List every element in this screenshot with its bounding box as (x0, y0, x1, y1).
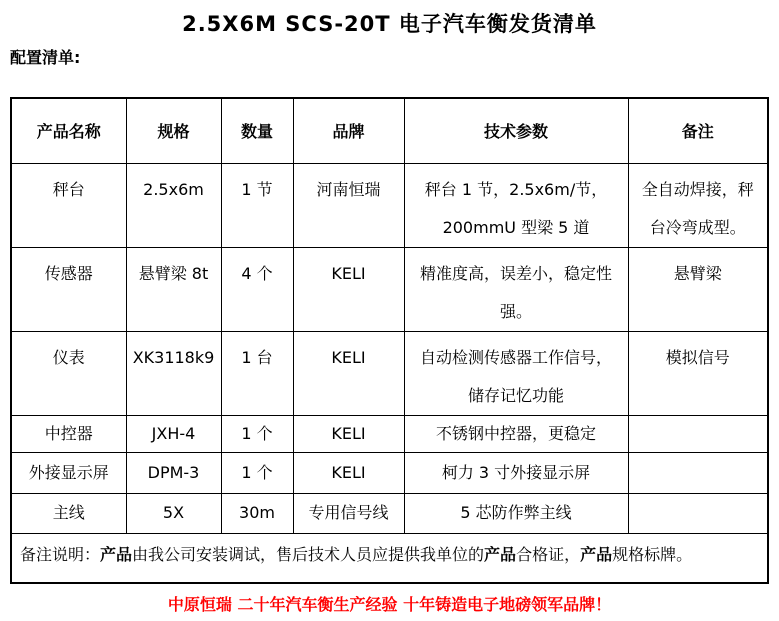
footnote-text: 规格标牌。 (612, 544, 693, 564)
cell-brand: 专用信号线 (293, 493, 404, 533)
table-footnote-row (11, 533, 768, 583)
col-header-params: 技术参数 (404, 98, 628, 163)
cell-params: 柯力 3 寸外接显示屏 (404, 452, 628, 493)
cell-brand: KELI (293, 415, 404, 452)
cell-qty: 30m (221, 493, 293, 533)
table-row-indicator (11, 331, 768, 415)
footnote-label: 备注说明： (20, 544, 101, 564)
cell-qty: 1 个 (221, 415, 293, 452)
cell-qty: 1 台 (221, 331, 293, 415)
cell-qty: 4 个 (221, 247, 293, 331)
table-header-row (11, 98, 768, 163)
cell-qty: 1 节 (221, 163, 293, 247)
cell-qty: 1 个 (221, 452, 293, 493)
cell-note: 悬臂梁 (628, 247, 768, 331)
table-row-controller (11, 415, 768, 452)
col-header-spec: 规格 (126, 98, 221, 163)
table-row-weighbridge (11, 163, 768, 247)
cell-params: 秤台 1 节，2.5x6m/节，200mmU 型梁 5 道 (404, 163, 628, 247)
col-header-note: 备注 (628, 98, 768, 163)
cell-note (628, 452, 768, 493)
footnote-text: 合格证， (516, 544, 581, 564)
footnote-bold-product: 产品 (580, 544, 613, 564)
cell-note (628, 415, 768, 452)
footnote-bold-product: 产品 (100, 544, 133, 564)
cell-spec: 2.5x6m (126, 163, 221, 247)
col-header-product: 产品名称 (11, 98, 126, 163)
cell-note (628, 493, 768, 533)
cell-brand: KELI (293, 452, 404, 493)
cell-product: 主线 (11, 493, 126, 533)
cell-params: 精准度高，误差小，稳定性强。 (404, 247, 628, 331)
table-row-main-cable (11, 493, 768, 533)
cell-product: 仪表 (11, 331, 126, 415)
footer-slogan: 中原恒瑞 二十年汽车衡生产经验 十年铸造电子地磅领军品牌！ (167, 595, 612, 614)
col-header-qty: 数量 (221, 98, 293, 163)
cell-spec: XK3118k9 (126, 331, 221, 415)
cell-note: 全自动焊接，秤台冷弯成型。 (628, 163, 768, 247)
cell-brand: KELI (293, 331, 404, 415)
shipping-list-table (10, 97, 769, 584)
cell-product: 传感器 (11, 247, 126, 331)
cell-note: 模拟信号 (628, 331, 768, 415)
cell-params: 不锈钢中控器，更稳定 (404, 415, 628, 452)
cell-spec: 悬臂梁 8t (126, 247, 221, 331)
cell-product: 外接显示屏 (11, 452, 126, 493)
col-header-brand: 品牌 (293, 98, 404, 163)
cell-spec: DPM-3 (126, 452, 221, 493)
document-title: 2.5X6M SCS-20T 电子汽车衡发货清单 (182, 12, 597, 36)
cell-spec: JXH-4 (126, 415, 221, 452)
cell-brand: KELI (293, 247, 404, 331)
cell-params: 5 芯防作弊主线 (404, 493, 628, 533)
table-row-external-display (11, 452, 768, 493)
footnote-bold-product: 产品 (484, 544, 517, 564)
table-row-sensor (11, 247, 768, 331)
cell-brand: 河南恒瑞 (293, 163, 404, 247)
cell-product: 中控器 (11, 415, 126, 452)
cell-spec: 5X (126, 493, 221, 533)
cell-params: 自动检测传感器工作信号，储存记忆功能 (404, 331, 628, 415)
footnote-text: 由我公司安装调试，售后技术人员应提供我单位的 (132, 544, 485, 564)
footnote-cell (11, 533, 768, 583)
cell-product: 秤台 (11, 163, 126, 247)
config-list-label: 配置清单: (10, 48, 81, 67)
